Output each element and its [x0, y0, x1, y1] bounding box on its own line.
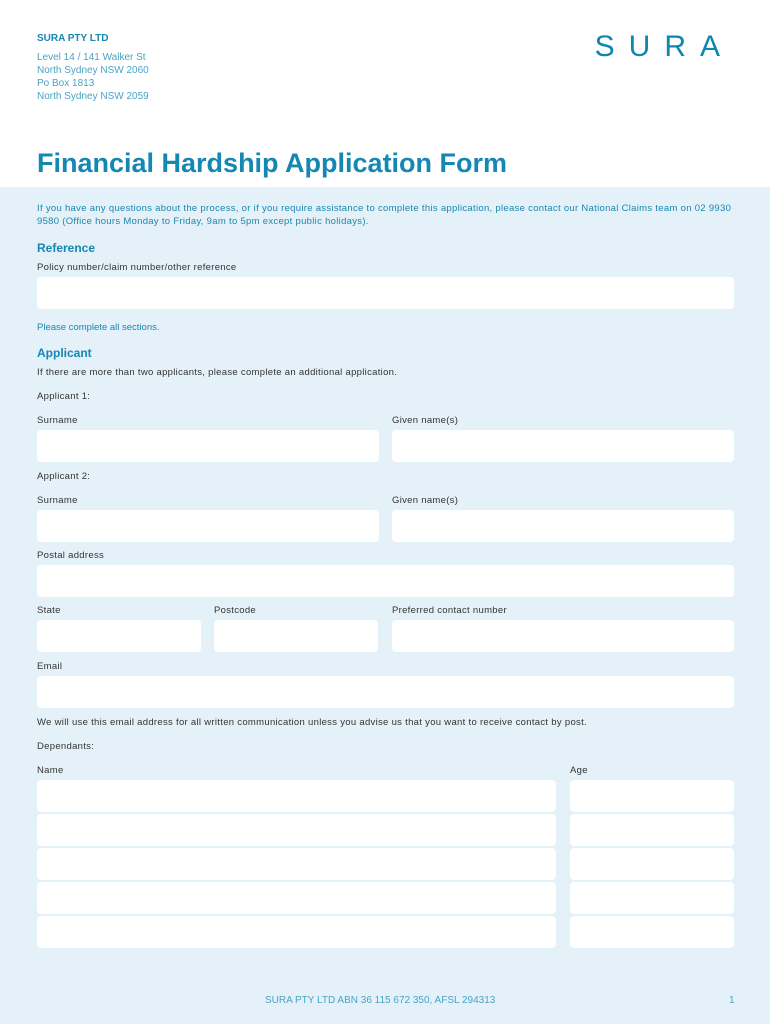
- postcode-label: Postcode: [214, 605, 257, 616]
- dependant-age-input[interactable]: [570, 848, 734, 880]
- dependant-age-input[interactable]: [570, 882, 734, 914]
- page-number: 1: [729, 995, 735, 1006]
- email-input[interactable]: [37, 676, 734, 708]
- dependant-name-input[interactable]: [37, 882, 556, 914]
- surname-label: Surname: [37, 415, 78, 426]
- dependant-name-input[interactable]: [37, 916, 556, 948]
- postcode-input[interactable]: [214, 620, 378, 652]
- state-input[interactable]: [37, 620, 201, 652]
- email-note: We will use this email address for all written communication unless you advise us that you want to receive contact by post.: [37, 717, 587, 728]
- applicant2-label: Applicant 2:: [37, 471, 91, 482]
- applicant-note: If there are more than two applicants, please complete an additional application.: [37, 367, 398, 378]
- address-line: North Sydney NSW 2059: [37, 91, 149, 102]
- page-title: Financial Hardship Application Form: [37, 148, 508, 178]
- email-label: Email: [37, 661, 63, 672]
- footer-text: SURA PTY LTD ABN 36 115 672 350, AFSL 294313: [265, 995, 496, 1006]
- dependants-label: Dependants:: [37, 741, 95, 752]
- intro-text: If you have any questions about the process, or if you require assistance to complete this application, please contact our National Claims team on 02 9930 9580 (Office hours Monday to Friday, 9am to 5pm except public holidays).: [37, 203, 732, 227]
- dependant-name-input[interactable]: [37, 848, 556, 880]
- reference-input[interactable]: [37, 277, 734, 309]
- postal-address-input[interactable]: [37, 565, 734, 597]
- phone-label: Preferred contact number: [392, 605, 507, 616]
- applicant1-given-name-input[interactable]: [392, 430, 734, 462]
- dependant-name-input[interactable]: [37, 814, 556, 846]
- company-address: [37, 51, 149, 103]
- address-line: Po Box 1813: [37, 78, 95, 89]
- company-name: SURA PTY LTD: [37, 33, 109, 44]
- dependant-age-input[interactable]: [570, 916, 734, 948]
- given-name-label: Given name(s): [392, 415, 459, 426]
- dependant-age-label: Age: [570, 765, 588, 776]
- applicant1-label: Applicant 1:: [37, 391, 91, 402]
- dependant-age-input[interactable]: [570, 814, 734, 846]
- applicant1-surname-input[interactable]: [37, 430, 379, 462]
- applicant2-surname-input[interactable]: [37, 510, 379, 542]
- reference-label: Policy number/claim number/other reference: [37, 262, 237, 273]
- address-line: Level 14 / 141 Walker St: [37, 52, 146, 63]
- complete-note: Please complete all sections.: [37, 322, 160, 333]
- address-line: North Sydney NSW 2060: [37, 65, 149, 76]
- given-name-label: Given name(s): [392, 495, 459, 506]
- dependant-name-label: Name: [37, 765, 64, 776]
- reference-heading: Reference: [37, 241, 96, 255]
- surname-label: Surname: [37, 495, 78, 506]
- postal-address-label: Postal address: [37, 550, 105, 561]
- dependant-name-input[interactable]: [37, 780, 556, 812]
- phone-input[interactable]: [392, 620, 734, 652]
- applicant2-given-name-input[interactable]: [392, 510, 734, 542]
- state-label: State: [37, 605, 61, 616]
- dependant-age-input[interactable]: [570, 780, 734, 812]
- sura-logo: SURA: [594, 30, 734, 63]
- applicant-heading: Applicant: [37, 346, 92, 360]
